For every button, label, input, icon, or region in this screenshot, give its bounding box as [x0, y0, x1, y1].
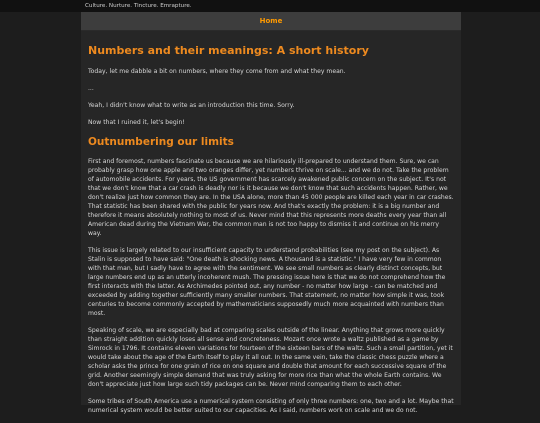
body-paragraph: This issue is largely related to our insufficient capacity to understand probabilities (see my post on the subject). As Stalin is supposed to have said: "One death is shocking news. A thousand is a statistic." I have very few in common with that man, but I sadly have to agree with the sentiment. We see small numbers as clearly distinct concepts, but large numbers end up as an utterly incoherent mush. The pressing issue here is that we do not comprehend how the first interacts with the latter. As Archimedes pointed out, any number - no matter how large - can be matched and exceeded by adding together sufficiently many smaller numbers. That statement, no matter how simple it was, took centuries to become commonly accepted by mathematicians supposedly much more acquainted with numbers than most. — [88, 247, 446, 317]
top-bar — [0, 0, 540, 12]
article — [88, 43, 454, 423]
article-title: Numbers and their meanings: A short history — [88, 44, 369, 57]
main-navigation — [81, 12, 461, 31]
body-paragraph: Some tribes of South America use a numerical system consisting of only three numbers: one, two and a lot. Maybe that numerical system would be better suited to our capacities. As I said, numbers work on scale and we do not. — [88, 398, 454, 414]
intro-paragraph: ... — [88, 85, 94, 92]
intro-paragraph: Today, let me dabble a bit on numbers, where they come from and what they mean. — [88, 68, 346, 75]
nav-home-link[interactable]: Home — [259, 17, 283, 25]
body-paragraph: First and foremost, numbers fascinate us because we are hilariously ill-prepared to understand them. Sure, we can probably grasp how one apple and two oranges differ, yet numbers thrive on scale... and we do not. Take the problem of automobile accidents. For years, the US government has scarcely awakened public concern on the subject. It's not that we don't know that a car crash is deadly nor is it because we don't know that such accidents happen. Rather, we don't realize just how common they are. In the USA alone, more than 45 000 people are killed each year in car crashes. That statistic has been shared with the public for years now. And that's exactly the problem: it is a big number and therefore it means absolutely nothing to most of us. Never mind that this represents more deaths every year than all American dead during the Vietnam War, the common man is not too happy to dismiss it and continue on his merry way. — [88, 158, 454, 237]
body-paragraph: Speaking of scale, we are especially bad at comparing scales outside of the linear. Anything that grows more quickly than straight addition quickly loses all sense and concreteness. Mozart once wrote a waltz published as a game by Simrock in 1796. It contains eleven variations for fourteen of the sixteen bars of the waltz. Such a small partition, yet it would take about the age of the Earth itself to play it all out. In the same vein, take the classic chess puzzle where a scholar asks the prince for one grain of rice on one square and double that amount for each successive square of the grid. Another seemingly simple demand that was truly asking for more rice than what the whole Earth contains. We don't appreciate just how large such tidy packages can be. Never mind comparing them to each other. — [88, 327, 453, 388]
intro-paragraph: Now that I ruined it, let's begin! — [88, 119, 185, 126]
section-heading: Outnumbering our limits — [88, 136, 234, 148]
intro-paragraph: Yeah, I didn't know what to write as an introduction this time. Sorry. — [88, 102, 295, 109]
main-content — [81, 31, 461, 414]
site-tagline: Culture. Nurture. Tincture. Emrapture. — [85, 3, 192, 9]
